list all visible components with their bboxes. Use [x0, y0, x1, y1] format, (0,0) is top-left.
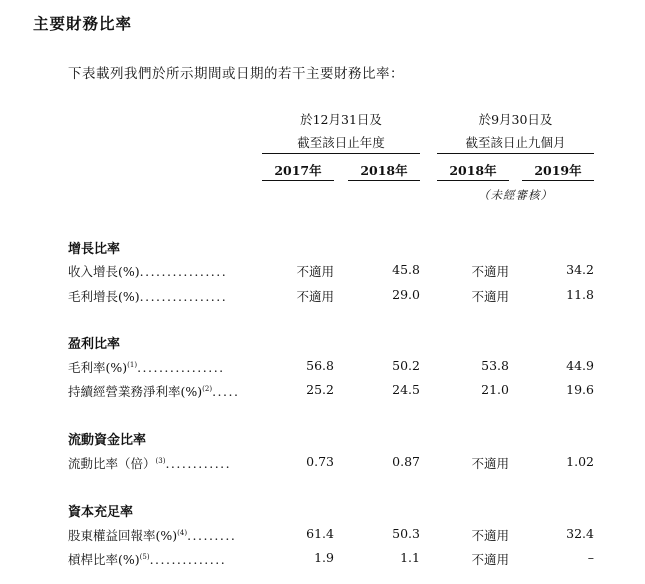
table-cell: 不適用	[471, 289, 509, 304]
footnote-marker: (2)	[202, 385, 213, 393]
section-heading-liquidity: 流動資金比率	[68, 433, 147, 448]
row-label-text: 股東權益回報率(%)	[68, 528, 178, 543]
table-cell: 56.8	[306, 358, 334, 373]
table-cell: 44.9	[566, 358, 594, 373]
section-heading-capital-adequacy: 資本充足率	[68, 505, 134, 520]
row-label-gearing-ratio	[68, 550, 226, 568]
col-year-2018-annual: 2018年	[360, 163, 408, 178]
table-cell: 32.4	[566, 526, 594, 541]
row-label-gross-margin	[68, 358, 225, 376]
row-label-return-on-equity	[68, 526, 236, 544]
col-year-2019-nine-months: 2019年	[534, 163, 582, 178]
table-cell: 24.5	[392, 382, 420, 397]
section-heading-profitability: 盈利比率	[68, 337, 121, 352]
col-group-nine-months-line2: 截至該日止九個月	[465, 135, 566, 150]
row-label-current-ratio	[68, 454, 231, 472]
section-heading-growth: 增長比率	[68, 242, 121, 257]
table-cell: 不適用	[296, 289, 334, 304]
table-cell: 1.02	[566, 454, 594, 469]
leader-dots: ................	[139, 289, 228, 304]
col-group-nine-months-rule	[437, 153, 594, 154]
leader-dots: .........	[187, 528, 237, 543]
table-cell: 不適用	[471, 528, 509, 543]
table-cell: 0.87	[392, 454, 420, 469]
table-cell: 61.4	[306, 526, 334, 541]
intro-paragraph: 下表載列我們於所示期間或日期的若干主要財務比率：	[68, 66, 404, 82]
col-group-annual-line1: 於12月31日及	[300, 112, 382, 127]
table-cell: 19.6	[566, 382, 594, 397]
col-year-2017: 2017年	[274, 163, 322, 178]
col-group-annual-line2: 截至該日止年度	[297, 135, 385, 150]
table-cell: 不適用	[296, 264, 334, 279]
row-label-text: 收入增長(%)	[68, 264, 140, 279]
table-cell: 1.9	[314, 550, 334, 565]
row-label-revenue-growth	[68, 262, 227, 280]
year-rule-1	[262, 180, 334, 181]
unaudited-note: （未經審核）	[478, 188, 553, 202]
table-cell: 1.1	[400, 550, 420, 565]
row-label-net-margin-continuing	[68, 382, 239, 400]
table-cell: 45.8	[392, 262, 420, 277]
leader-dots: ................	[139, 264, 228, 279]
table-cell: 0.73	[306, 454, 334, 469]
footnote-marker: (4)	[177, 529, 188, 537]
table-cell: 不適用	[471, 552, 509, 567]
table-cell: 11.8	[566, 287, 594, 302]
table-cell: 不適用	[471, 264, 509, 279]
table-cell: 29.0	[392, 287, 420, 302]
row-label-text: 流動比率（倍）	[68, 456, 156, 471]
row-label-text: 毛利增長(%)	[68, 289, 140, 304]
leader-dots: ................	[137, 360, 225, 375]
row-label-text: 槓桿比率(%)	[68, 552, 140, 567]
footnote-marker: (3)	[155, 457, 166, 465]
leader-dots: .....	[212, 384, 240, 399]
year-rule-3	[437, 180, 509, 181]
table-cell: 50.3	[392, 526, 420, 541]
table-cell: 34.2	[566, 262, 594, 277]
table-cell: –	[587, 550, 594, 565]
footnote-marker: (1)	[127, 361, 138, 369]
footnote-marker: (5)	[139, 553, 150, 561]
table-cell: 50.2	[392, 358, 420, 373]
col-group-nine-months-line1: 於9月30日及	[478, 112, 553, 127]
table-cell: 不適用	[471, 456, 509, 471]
row-label-text: 毛利率(%)	[68, 360, 128, 375]
col-group-annual-rule	[262, 153, 420, 154]
year-rule-4	[522, 180, 594, 181]
leader-dots: ............	[165, 456, 232, 471]
year-rule-2	[348, 180, 420, 181]
page-title: 主要財務比率	[33, 15, 133, 33]
table-cell: 53.8	[481, 358, 509, 373]
row-label-text: 持續經營業務淨利率(%)	[68, 384, 203, 399]
table-cell: 25.2	[306, 382, 334, 397]
table-cell: 21.0	[481, 382, 509, 397]
col-year-2018-nine-months: 2018年	[449, 163, 497, 178]
row-label-gross-profit-growth	[68, 287, 227, 305]
leader-dots: ..............	[149, 552, 227, 567]
